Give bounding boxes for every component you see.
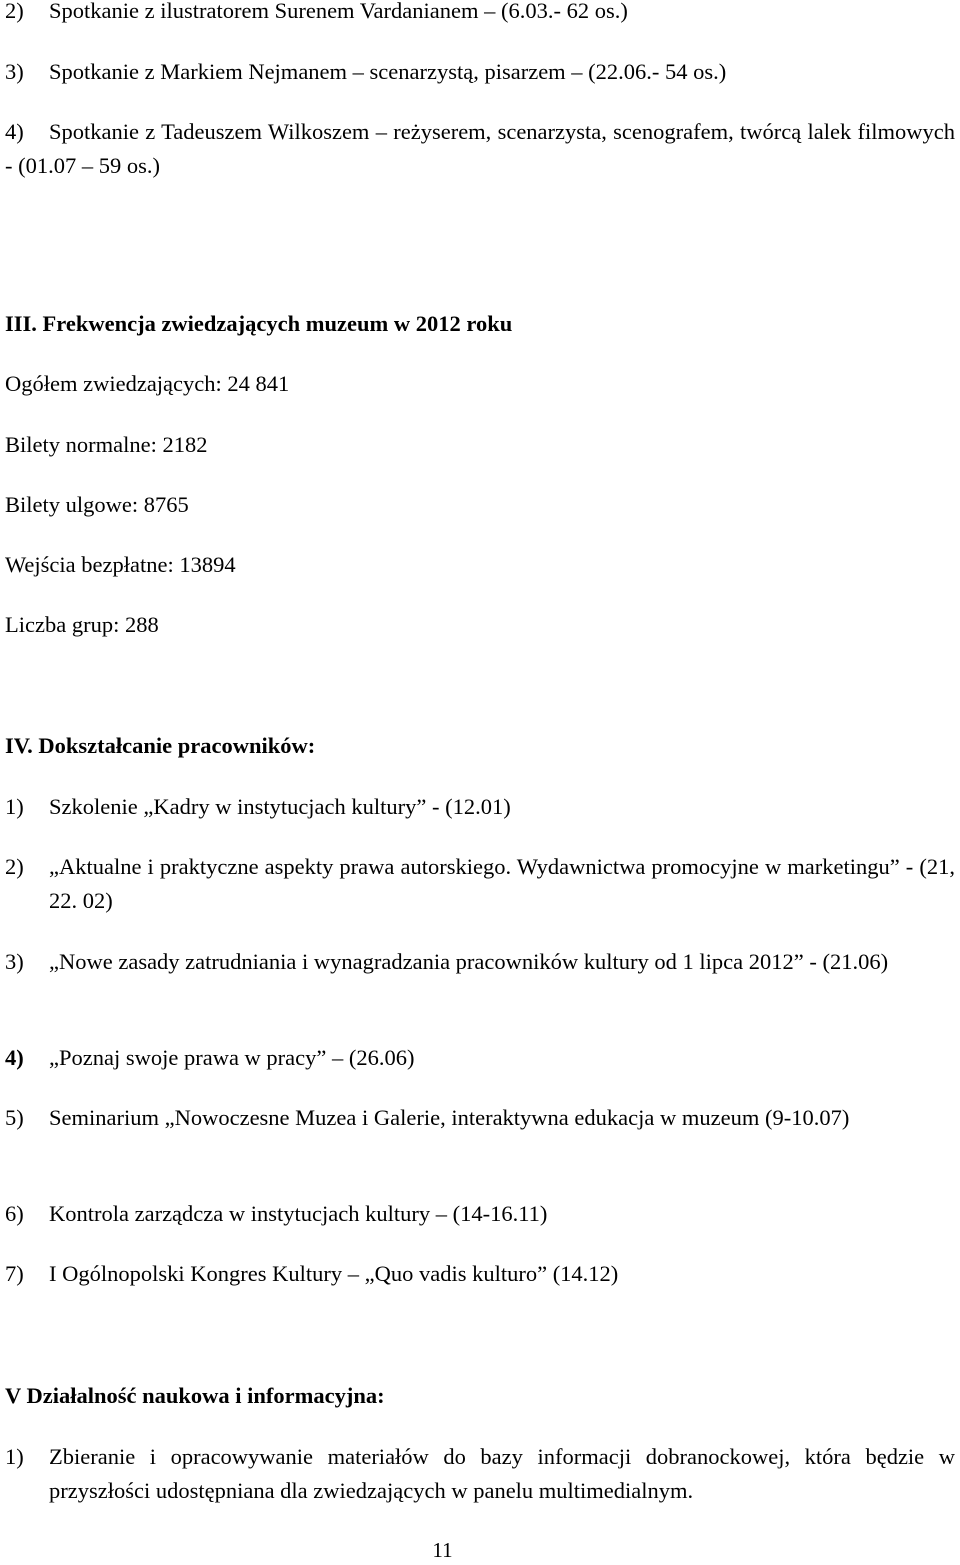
list-item-number: 7) [5,1261,24,1286]
list-item-text: Seminarium „Nowoczesne Muzea i Galerie, interaktywna edukacja w muzeum (9-10.07) [49,1105,850,1130]
attendance-free-entries: Wejścia bezpłatne: 13894 [5,552,236,577]
section-heading-attendance: III. Frekwencja zwiedzających muzeum w 2012 roku [5,311,513,336]
list-item-text: „Poznaj swoje prawa w pracy” – (26.06) [49,1045,415,1070]
list-item [5,55,955,89]
list-item [5,850,955,918]
list-item [5,945,955,979]
list-item-number: 3) [5,949,24,974]
list-item-number: 2) [5,0,24,23]
list-item-number: 6) [5,1201,24,1226]
section-heading-research: V Działalność naukowa i informacyjna: [5,1383,385,1408]
list-item-number: 5) [5,1105,24,1130]
list-item-number: 4) [5,1045,24,1070]
list-item-text: Spotkanie z ilustratorem Surenem Vardanianem – (6.03.- 62 os.) [49,0,628,23]
page-number: 11 [432,1538,453,1562]
attendance-groups: Liczba grup: 288 [5,612,159,637]
list-item-text: Kontrola zarządcza w instytucjach kultury – (14-16.11) [49,1201,548,1226]
list-item-text: Spotkanie z Tadeuszem Wilkoszem – reżyserem, scenarzysta, scenografem, twórcą lalek filmowych - (01.07 – 59 os.) [5,119,955,178]
list-item-text: Spotkanie z Markiem Nejmanem – scenarzystą, pisarzem – (22.06.- 54 os.) [49,59,727,84]
list-item-text: „Nowe zasady zatrudniania i wynagradzania pracowników kultury od 1 lipca 2012” - (21.06) [49,949,889,974]
list-item [5,115,955,183]
list-item-number: 1) [5,794,24,819]
list-item-number: 2) [5,854,24,879]
list-item [5,1440,955,1508]
list-item-text: „Aktualne i praktyczne aspekty prawa autorskiego. Wydawnictwa promocyjne w marketingu” - (21, 22. 02) [49,854,955,913]
attendance-total: Ogółem zwiedzających: 24 841 [5,371,290,396]
list-item-text: Szkolenie „Kadry w instytucjach kultury” - (12.01) [49,794,511,819]
list-item-number: 3) [5,59,24,84]
list-item [5,1101,955,1135]
list-item [5,1257,955,1291]
list-item-number: 4) [5,119,24,144]
list-item-number: 1) [5,1444,24,1469]
list-item [5,790,955,824]
list-item-text: I Ogólnopolski Kongres Kultury – „Quo vadis kulturo” (14.12) [49,1261,619,1286]
list-item [5,0,955,28]
section-heading-training: IV. Dokształcanie pracowników: [5,733,316,758]
attendance-reduced-tickets: Bilety ulgowe: 8765 [5,492,189,517]
list-item [5,1041,955,1075]
attendance-normal-tickets: Bilety normalne: 2182 [5,432,208,457]
list-item-text: Zbieranie i opracowywanie materiałów do bazy informacji dobranockowej, która będzie w przyszłości udostępniana dla zwiedzających w panelu multimedialnym. [49,1444,955,1503]
list-item [5,1197,955,1231]
